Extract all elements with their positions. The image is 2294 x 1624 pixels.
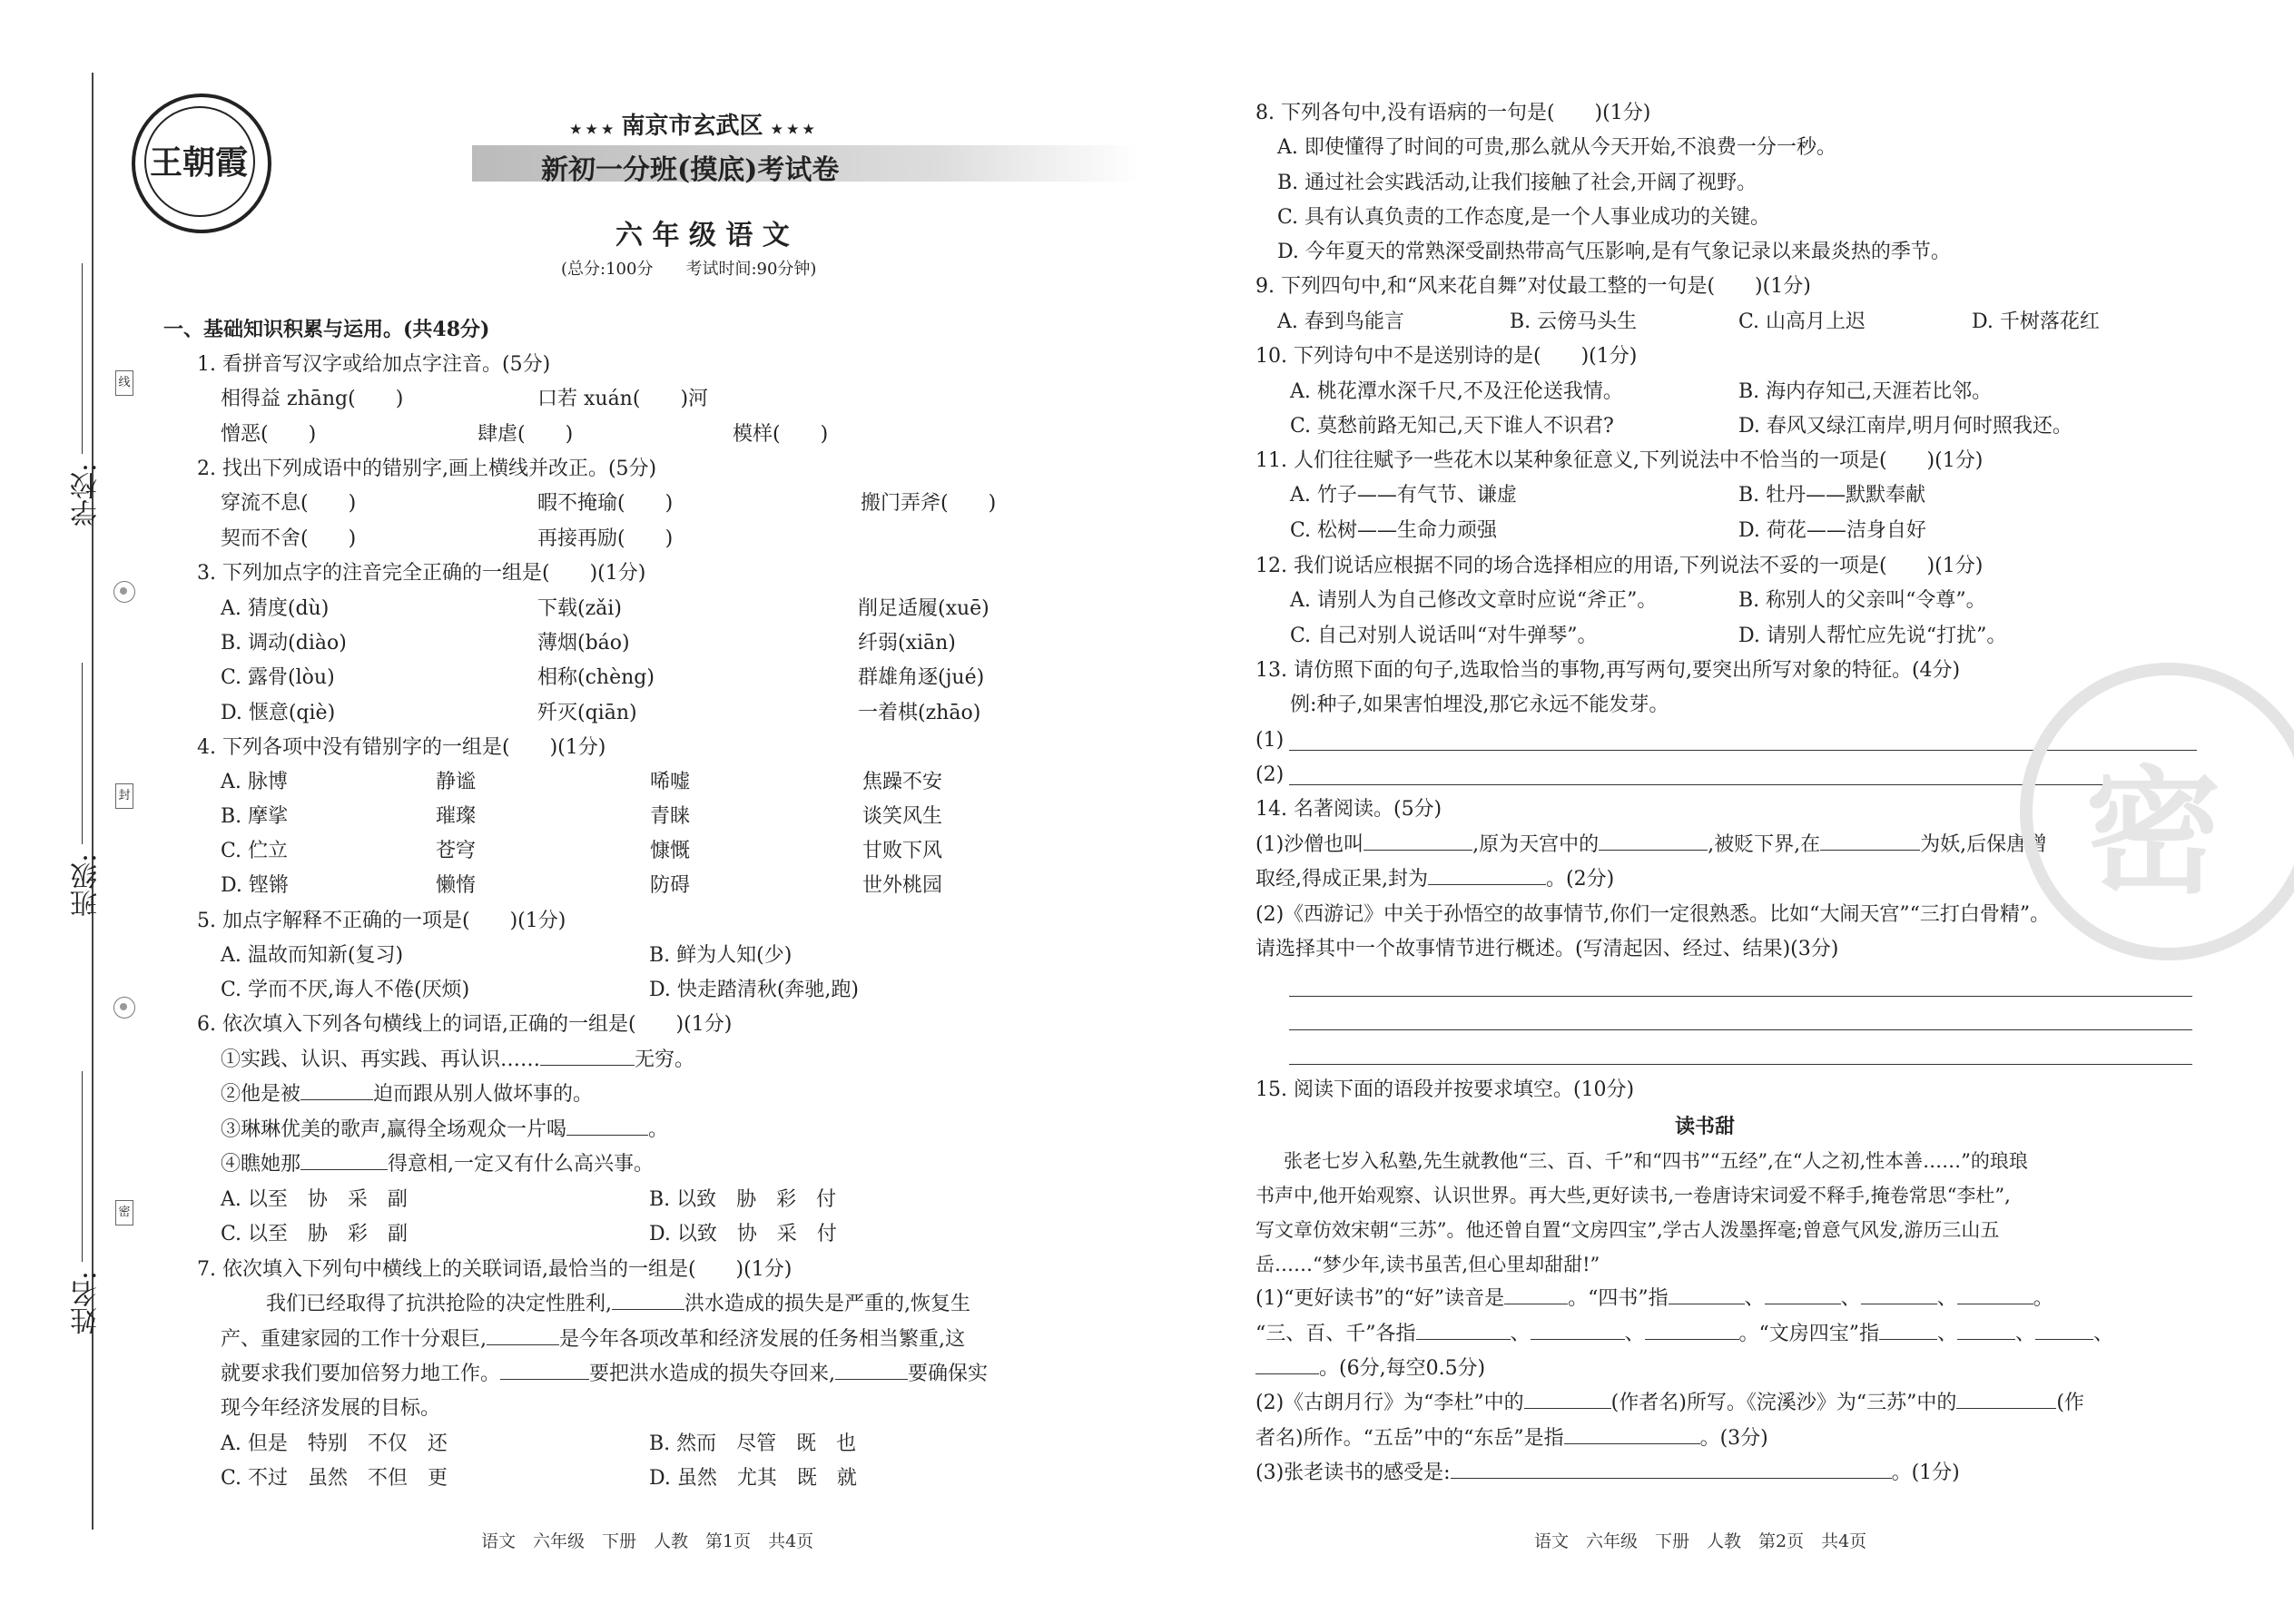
- q1-b: 口若 xuán( )河: [537, 388, 709, 410]
- blank-line[interactable]: [1956, 1388, 2056, 1409]
- q7-d: D. 虽然 尤其 既 就: [649, 1467, 857, 1490]
- q4-option: 苍穹: [436, 840, 477, 862]
- blank-line[interactable]: [1564, 1423, 1700, 1444]
- q13-line1-label: (1): [1255, 729, 1285, 752]
- page-footer-2: 语文 六年级 下册 人教 第2页 共4页: [1534, 1531, 1867, 1551]
- q15-a2: “三、百、千”各指 、 、 。“文房四宝”指 、 、 、: [1255, 1317, 2113, 1352]
- q3-option: C. 露骨(lòu): [221, 666, 335, 689]
- seal-box-feng: 封: [115, 783, 133, 809]
- q15-c1: (3)张老读书的感受是: 。(1分): [1255, 1456, 1960, 1491]
- q3-option: 下载(zǎi): [537, 597, 622, 620]
- q13-line2-label: (2): [1255, 763, 1285, 786]
- blank-line[interactable]: [1820, 830, 1920, 851]
- q1-a: 相得益 zhāng( ): [221, 388, 404, 410]
- q4-option: C. 伫立: [221, 840, 289, 862]
- q3-option: 相称(chèng): [537, 666, 655, 689]
- q14-p4: 请选择其中一个故事情节进行概述。(写清起因、经过、结果)(3分): [1255, 938, 1839, 960]
- blank-line[interactable]: [1957, 1319, 2015, 1340]
- q3-option: 一着棋(zhāo): [858, 702, 981, 724]
- blank-line[interactable]: [612, 1289, 684, 1310]
- class-label: 班级:: [71, 853, 103, 918]
- exam-meta: (总分:100分 考试时间:90分钟): [561, 260, 817, 279]
- q6-s2: ②他是被 迫而跟从别人做坏事的。: [221, 1078, 593, 1112]
- q3-option: 削足适履(xuē): [858, 597, 989, 620]
- q9-b: B. 云傍马头生: [1510, 310, 1638, 333]
- blank-line[interactable]: [1504, 1284, 1568, 1304]
- exam-title: 新初一分班(摸底)考试卷: [541, 154, 840, 186]
- blank-line[interactable]: [1255, 1353, 1319, 1374]
- q2-stem: 2. 找出下列成语中的错别字,画上横线并改正。(5分): [197, 458, 657, 480]
- q7-c: C. 不过 虽然 不但 更: [221, 1467, 448, 1490]
- passage-line: 写文章仿效宋朝“三苏”。他还曾自置“文房四宝”,学古人泼墨挥毫;曾意气风发,游历三山五: [1255, 1219, 2000, 1241]
- q15-a1: (1)“更好读书”的“好”读音是 。“四书”指 、 、 、 。: [1255, 1282, 2053, 1316]
- q4-option: D. 铿锵: [221, 874, 289, 897]
- q3-option: B. 调动(diào): [221, 632, 347, 655]
- q7-stem: 7. 依次填入下列句中横线上的关联词语,最恰当的一组是( )(1分): [197, 1258, 793, 1281]
- q10-d: D. 春风又绿江南岸,明月何时照我还。: [1738, 415, 2072, 438]
- watermark-text: 密: [2085, 753, 2222, 912]
- q7-b: B. 然而 尽管 既 也: [649, 1432, 857, 1455]
- page-footer-1: 语文 六年级 下册 人教 第1页 共4页: [481, 1531, 814, 1551]
- q2-a: 穿流不息( ): [221, 492, 357, 515]
- q4-option: 焦躁不安: [862, 771, 943, 793]
- q8-c: C. 具有认真负责的工作态度,是一个人事业成功的关键。: [1277, 206, 1771, 229]
- q12-d: D. 请别人帮忙应先说“打扰”。: [1738, 625, 2007, 647]
- q15-stem: 15. 阅读下面的语段并按要求填空。(10分): [1255, 1078, 1635, 1101]
- star-icon: ★ ★ ★: [570, 123, 614, 137]
- q5-b: B. 鲜为人知(少): [649, 944, 793, 967]
- blank-line[interactable]: [1428, 864, 1546, 885]
- answer-line[interactable]: [1289, 996, 2192, 997]
- blank-line[interactable]: [1669, 1284, 1745, 1304]
- section-title: 一、基础知识积累与运用。(共48分): [163, 318, 490, 341]
- q5-a: A. 温故而知新(复习): [221, 944, 404, 967]
- star-icon: ★ ★ ★: [771, 123, 814, 137]
- blank-line[interactable]: [540, 1045, 635, 1066]
- q1-e: 模样( ): [733, 423, 829, 446]
- logo-seal: [132, 94, 271, 233]
- q2-c: 搬门弄斧( ): [861, 492, 997, 515]
- q15-a3: 。(6分,每空0.5分): [1255, 1352, 1485, 1386]
- class-line: [82, 663, 83, 844]
- q2-b: 暇不掩瑜( ): [537, 492, 674, 515]
- q11-a: A. 竹子——有气节、谦虚: [1290, 484, 1517, 507]
- q10-c: C. 莫愁前路无知己,天下谁人不识君?: [1290, 415, 1614, 438]
- blank-line[interactable]: [500, 1359, 589, 1380]
- q12-c: C. 自己对别人说话叫“对牛弹琴”。: [1290, 625, 1598, 647]
- q5-c: C. 学而不厌,诲人不倦(厌烦): [221, 979, 470, 1001]
- q3-option: 纤弱(xiān): [858, 632, 956, 655]
- q8-stem: 8. 下列各句中,没有语病的一句是( )(1分): [1255, 102, 1651, 124]
- seal-box-line: 线: [115, 370, 133, 396]
- q15-b2: 者名)所作。“五岳”中的“东岳”是指 。(3分): [1255, 1422, 1768, 1456]
- blank-line[interactable]: [1531, 1319, 1625, 1340]
- q6-s4: ④瞧她那 得意相,一定又有什么高兴事。: [221, 1147, 654, 1182]
- name-line: [82, 1071, 83, 1262]
- seal-box-mi: 密: [115, 1200, 133, 1225]
- q1-stem: 1. 看拼音写汉字或给加点字注音。(5分): [197, 353, 551, 376]
- q6-c: C. 以至 胁 彩 副: [221, 1223, 409, 1245]
- passage-line: 张老七岁入私塾,先生就教他“三、百、千”和“四书”“五经”,在“人之初,性本善……”的琅琅: [1284, 1150, 2028, 1172]
- q9-c: C. 山高月上迟: [1738, 310, 1866, 333]
- q2-d: 契而不舍( ): [221, 527, 357, 550]
- q4-option: 静谧: [436, 771, 477, 793]
- region-title: ★ ★ ★ 南京市玄武区 ★ ★ ★: [570, 113, 814, 140]
- blank-line[interactable]: [1364, 830, 1472, 851]
- q7-p2: 产、重建家园的工作十分艰巨, 是今年各项改革和经济发展的任务相当繁重,这: [221, 1323, 965, 1357]
- blank-line[interactable]: [566, 1115, 648, 1136]
- blank-line[interactable]: [1861, 1284, 1937, 1304]
- q9-a: A. 春到鸟能言: [1277, 310, 1404, 333]
- answer-line[interactable]: [1289, 1029, 2192, 1030]
- q10-stem: 10. 下列诗句中不是送别诗的是( )(1分): [1255, 345, 1638, 368]
- q4-option: 世外桃园: [862, 874, 943, 897]
- name-label: 姓名:: [71, 1271, 103, 1335]
- q6-s3: ③琳琳优美的歌声,赢得全场观众一片喝 。: [221, 1113, 668, 1147]
- q15-b1: (2)《古朗月行》为“李杜”中的 (作者名)所写。《浣溪沙》为“三苏”中的 (作: [1255, 1386, 2084, 1421]
- q3-stem: 3. 下列加点字的注音完全正确的一组是( )(1分): [197, 562, 646, 585]
- q7-a: A. 但是 特别 不仅 还: [221, 1432, 448, 1455]
- blank-line[interactable]: [1765, 1284, 1841, 1304]
- q6-d: D. 以致 协 采 付: [649, 1223, 837, 1245]
- school-line: [82, 263, 83, 454]
- answer-line[interactable]: [1289, 1064, 2192, 1065]
- q6-stem: 6. 依次填入下列各句横线上的词语,正确的一组是( )(1分): [197, 1013, 733, 1036]
- q4-option: 懒惰: [436, 874, 477, 897]
- q6-a: A. 以至 协 采 副: [221, 1188, 408, 1211]
- passage-line: 岳……“梦少年,读书虽苦,但心里却甜甜!”: [1255, 1254, 1600, 1275]
- q4-option: 慷慨: [650, 840, 691, 862]
- passage-line: 书声中,他开始观察、认识世界。再大些,更好读书,一卷唐诗宋词爱不释手,掩卷常思“李杜”,: [1255, 1185, 2011, 1206]
- q7-p4: 现今年经济发展的目标。: [221, 1397, 441, 1420]
- q4-option: B. 摩挲: [221, 805, 289, 828]
- q6-b: B. 以致 胁 彩 付: [649, 1188, 837, 1211]
- q11-d: D. 荷花——洁身自好: [1738, 519, 1926, 542]
- q11-c: C. 松树——生命力顽强: [1290, 519, 1498, 542]
- blank-line[interactable]: [1416, 1319, 1511, 1340]
- q9-stem: 9. 下列四句中,和“风来花自舞”对仗最工整的一句是( )(1分): [1255, 275, 1811, 298]
- blank-line[interactable]: [1645, 1319, 1739, 1340]
- q8-a: A. 即使懂得了时间的可贵,那么就从今天开始,不浪费一分一秒。: [1277, 136, 1836, 159]
- q4-option: 谈笑风生: [862, 805, 943, 828]
- q10-b: B. 海内存知己,天涯若比邻。: [1738, 380, 1993, 403]
- school-label: 学校:: [71, 463, 103, 527]
- q3-option: 薄烟(báo): [537, 632, 630, 655]
- q6-s1: ①实践、认识、再实践、再认识…… 无穷。: [221, 1043, 694, 1078]
- q10-a: A. 桃花潭水深千尺,不及汪伦送我情。: [1290, 380, 1623, 403]
- blank-line[interactable]: [1451, 1458, 1892, 1479]
- q7-p1: 我们已经取得了抗洪抢险的决定性胜利, 洪水造成的损失是严重的,恢复生: [266, 1287, 970, 1322]
- q1-d: 肆虐( ): [478, 423, 574, 446]
- q4-option: 防碍: [650, 874, 691, 897]
- q5-d: D. 快走踏清秋(奔驰,跑): [649, 979, 860, 1001]
- q3-option: 群雄角逐(jué): [858, 666, 985, 689]
- watermark-seal: [2020, 663, 2294, 960]
- q4-option: 唏嘘: [650, 771, 691, 793]
- q4-stem: 4. 下列各项中没有错别字的一组是( )(1分): [197, 736, 606, 759]
- logo-text: 王朝霞: [150, 143, 249, 182]
- q14-p1: (1)沙僧也叫 ,原为天宫中的 ,被贬下界,在 为妖,后保唐僧: [1255, 828, 2046, 862]
- passage-title: 读书甜: [1675, 1115, 1736, 1138]
- ornament-icon: [113, 581, 135, 603]
- q13-example: 例:种子,如果害怕埋没,那它永远不能发芽。: [1290, 694, 1669, 716]
- q8-b: B. 通过社会实践活动,让我们接触了社会,开阔了视野。: [1277, 172, 1757, 194]
- q3-option: A. 猜度(dù): [221, 597, 330, 620]
- q3-option: D. 惬意(qiè): [221, 702, 336, 724]
- q11-stem: 11. 人们往往赋予一些花木以某种象征意义,下列说法中不恰当的一项是( )(1分): [1255, 449, 1984, 472]
- q11-b: B. 牡丹——默默奉献: [1738, 484, 1926, 507]
- q1-c: 憎恶( ): [221, 423, 317, 446]
- q12-b: B. 称别人的父亲叫“令尊”。: [1738, 589, 1986, 612]
- blank-line[interactable]: [1599, 830, 1708, 851]
- q2-e: 再接再励( ): [537, 527, 674, 550]
- blank-line[interactable]: [1957, 1284, 2033, 1304]
- q4-option: 青睐: [650, 805, 691, 828]
- q12-stem: 12. 我们说话应根据不同的场合选择相应的用语,下列说法不妥的一项是( )(1分): [1255, 555, 1984, 577]
- q3-option: 歼灭(qiān): [537, 702, 637, 724]
- q14-stem: 14. 名著阅读。(5分): [1255, 798, 1442, 821]
- q14-p2: 取经,得成正果,封为 。(2分): [1255, 862, 1614, 897]
- q8-d: D. 今年夏天的常熟深受副热带高气压影响,是有气象记录以来最炎热的季节。: [1277, 241, 1951, 263]
- q4-option: A. 脉博: [221, 771, 288, 793]
- blank-line[interactable]: [2035, 1319, 2093, 1340]
- blank-line[interactable]: [1524, 1388, 1611, 1409]
- blank-line[interactable]: [300, 1079, 373, 1100]
- q12-a: A. 请别人为自己修改文章时应说“斧正”。: [1290, 589, 1658, 612]
- blank-line[interactable]: [300, 1149, 388, 1170]
- q7-p3: 就要求我们要加倍努力地工作。 要把洪水造成的损失夺回来, 要确保实: [221, 1357, 988, 1392]
- q4-option: 甘败下风: [862, 840, 943, 862]
- q4-option: 璀璨: [436, 805, 477, 828]
- subject-title: 六 年 级 语 文: [615, 220, 790, 251]
- q5-stem: 5. 加点字解释不正确的一项是( )(1分): [197, 910, 566, 932]
- q13-stem: 13. 请仿照下面的句子,选取恰当的事物,再写两句,要突出所写对象的特征。(4分): [1255, 659, 1961, 682]
- q9-d: D. 千树落花红: [1972, 310, 2100, 333]
- blank-line[interactable]: [487, 1324, 559, 1345]
- blank-line[interactable]: [1879, 1319, 1937, 1340]
- q14-p3: (2)《西游记》中关于孙悟空的故事情节,你们一定很熟悉。比如“大闹天宫”“三打白骨精”。: [1255, 903, 2051, 926]
- ornament-icon: [113, 997, 135, 1019]
- blank-line[interactable]: [835, 1359, 908, 1380]
